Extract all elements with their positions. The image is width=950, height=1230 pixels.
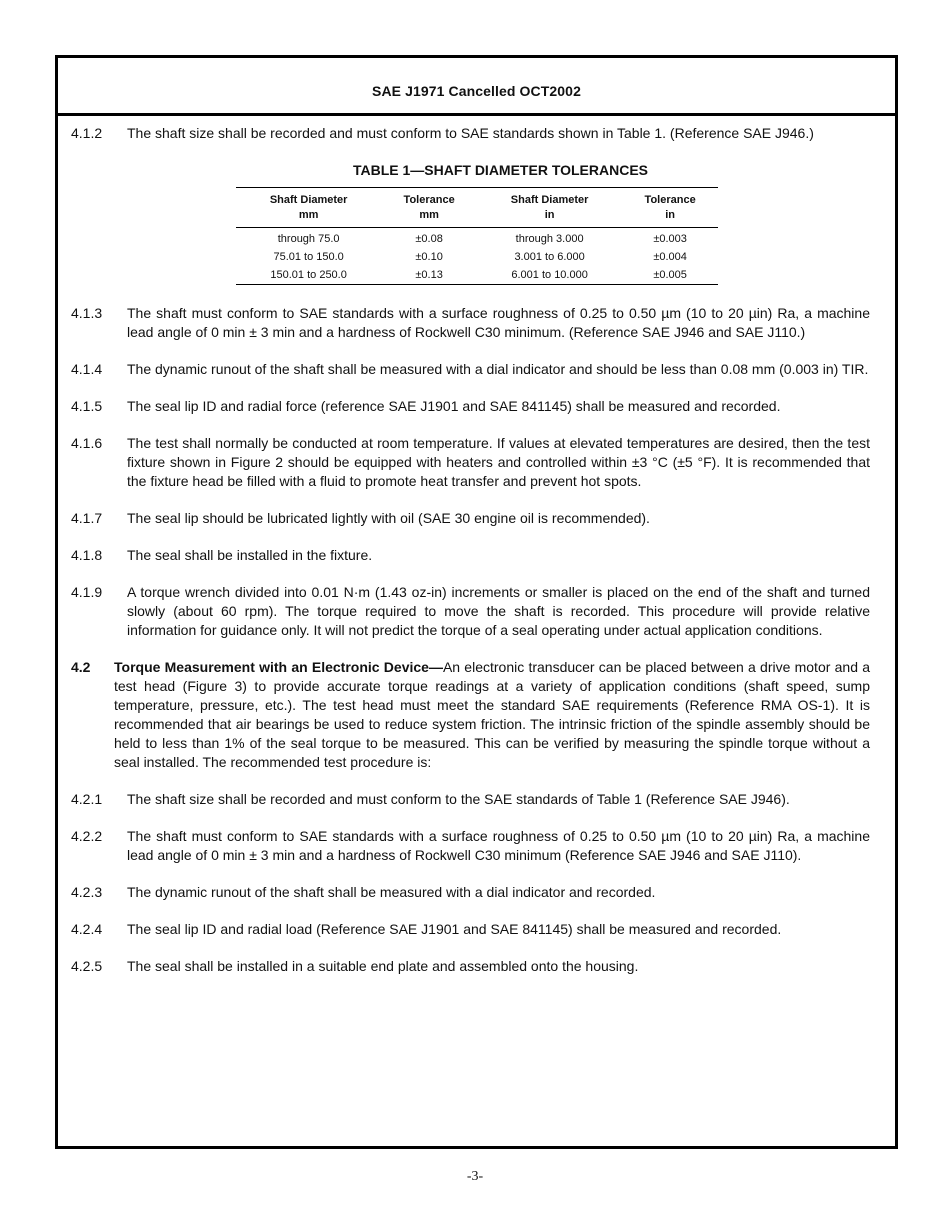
- table-cell: ±0.13: [381, 266, 477, 285]
- table-header-cell: Tolerance in: [622, 188, 718, 228]
- table-cell: 3.001 to 6.000: [514, 251, 585, 263]
- paragraph-text: A torque wrench divided into 0.01 N·m (1.43 oz-in) increments or smaller is placed on the end of the shaft and turned slowly (about 60 rpm). The torque required to move the shaft is recorded. This procedure will provide relative information for guidance only. It will not predict the torque of a seal operating under actual application conditions.: [127, 584, 870, 638]
- paragraph-4-1-8: [71, 546, 870, 565]
- paragraph-text: The dynamic runout of the shaft shall be measured with a dial indicator and recorded.: [127, 884, 656, 900]
- paragraph-number: 4.2.2: [71, 828, 103, 844]
- paragraph-number: 4.1.6: [71, 435, 103, 451]
- table-header-cell: Tolerance mm: [381, 188, 477, 228]
- paragraph-number: 4.1.8: [71, 547, 103, 563]
- section-number: 4.2: [71, 659, 91, 675]
- paragraph-text: The shaft size shall be recorded and must conform to SAE standards shown in Table 1. (Reference SAE J946.): [127, 125, 814, 141]
- paragraph-text: The shaft must conform to SAE standards with a surface roughness of 0.25 to 0.50 µm (10 to 20 µin) Ra, a machine lead angle of 0 min ± 3 min and a hardness of Rockwell C30 minimum (Reference SAE J946 and SAE J110).: [127, 828, 870, 863]
- section-heading: Torque Measurement with an Electronic Device—: [114, 659, 443, 675]
- paragraph-4-1-5: [71, 397, 870, 416]
- paragraph-text: The seal lip should be lubricated lightly with oil (SAE 30 engine oil is recommended).: [127, 510, 650, 526]
- paragraph-text: The seal shall be installed in the fixture.: [127, 547, 373, 563]
- table-title: TABLE 1—SHAFT DIAMETER TOLERANCES: [352, 162, 649, 178]
- paragraph-text: The shaft must conform to SAE standards with a surface roughness of 0.25 to 0.50 µm (10 to 20 µin) Ra, a machine lead angle of 0 min ± 3 min and a hardness of Rockwell C30 minimum. (Reference SAE J946 and SAE J110.): [127, 305, 870, 340]
- page-header: [58, 58, 895, 116]
- paragraph-text: The dynamic runout of the shaft shall be measured with a dial indicator and should be less than 0.08 mm (0.003 in) TIR.: [127, 361, 869, 377]
- table-row: [236, 248, 718, 266]
- paragraph-4-2-3: [71, 883, 870, 902]
- table-cell: ±0.10: [415, 251, 443, 263]
- table-cell: through 75.0: [277, 233, 340, 245]
- section-4-2: [71, 658, 870, 772]
- paragraph-number: 4.1.4: [71, 361, 103, 377]
- table-cell: 6.001 to 10.000: [477, 266, 622, 285]
- section-text: An electronic transducer can be placed between a drive motor and a test head (Figure 3) to provide accurate torque readings at a variety of application conditions (shaft speed, sump temperature, pressure, etc.). The test head must meet the standard SAE requirements (Reference RMA OS-1). It is recommended that air bearings be used to reduce system friction. The intrinsic friction of the spindle assembly should be held to less than 1% of the seal torque to be measured. This can be verified by measuring the spindle torque without a seal installed. The recommended test procedure is:: [114, 659, 870, 770]
- paragraph-4-1-4: [71, 360, 870, 379]
- paragraph-text: The seal lip ID and radial load (Reference SAE J1901 and SAE 841145) shall be measured and recorded.: [127, 921, 782, 937]
- paragraph-4-1-9: [71, 583, 870, 640]
- page-frame: [55, 55, 898, 1149]
- paragraph-4-1-3: [71, 304, 870, 342]
- paragraph-number: 4.1.7: [71, 510, 103, 526]
- paragraph-text: The shaft size shall be recorded and must conform to the SAE standards of Table 1 (Reference SAE J946).: [127, 791, 790, 807]
- table-cell: 75.01 to 150.0: [273, 251, 344, 263]
- paragraph-4-2-2: [71, 827, 870, 865]
- table-cell: ±0.004: [653, 251, 687, 263]
- paragraph-4-2-1: [71, 790, 870, 809]
- section-body: [114, 658, 870, 772]
- tolerance-table: [236, 187, 718, 285]
- table-row: [236, 266, 718, 285]
- paragraph-number: 4.1.3: [71, 305, 103, 321]
- table-header-cell: Shaft Diameter mm: [236, 188, 381, 228]
- paragraph-4-2-5: [71, 957, 870, 976]
- table-cell: ±0.08: [415, 233, 443, 245]
- document-title: SAE J1971 Cancelled OCT2002: [372, 82, 581, 99]
- table-1: [71, 161, 870, 285]
- paragraph-number: 4.2.5: [71, 958, 103, 974]
- table-cell: ±0.003: [653, 233, 687, 245]
- paragraph-4-2-4: [71, 920, 870, 939]
- table-cell: ±0.005: [622, 266, 718, 285]
- table-header-row: [236, 188, 718, 228]
- table-cell: through 3.000: [515, 233, 584, 245]
- paragraph-4-1-6: [71, 434, 870, 491]
- paragraph-number: 4.2.1: [71, 791, 103, 807]
- paragraph-4-1-2: [71, 124, 870, 143]
- paragraph-number: 4.2.4: [71, 921, 103, 937]
- page-content: [58, 116, 895, 976]
- table-row: [236, 228, 718, 249]
- paragraph-number: 4.2.3: [71, 884, 103, 900]
- paragraph-text: The seal shall be installed in a suitable end plate and assembled onto the housing.: [127, 958, 639, 974]
- table-cell: 150.01 to 250.0: [236, 266, 381, 285]
- table-header-cell: Shaft Diameter in: [477, 188, 622, 228]
- paragraph-number: 4.1.9: [71, 584, 103, 600]
- page-number: -3-: [466, 1169, 484, 1184]
- paragraph-4-1-7: [71, 509, 870, 528]
- paragraph-text: The test shall normally be conducted at room temperature. If values at elevated temperatures are desired, then the test fixture shown in Figure 2 should be equipped with heaters and controlled within ±3 °C (±5 °F). It is recommended that the fixture head be filled with a fluid to promote heat transfer and prevent hot spots.: [127, 435, 870, 489]
- paragraph-number: 4.1.5: [71, 398, 103, 414]
- paragraph-text: The seal lip ID and radial force (reference SAE J1901 and SAE 841145) shall be measured and recorded.: [127, 398, 781, 414]
- paragraph-number: 4.1.2: [71, 125, 103, 141]
